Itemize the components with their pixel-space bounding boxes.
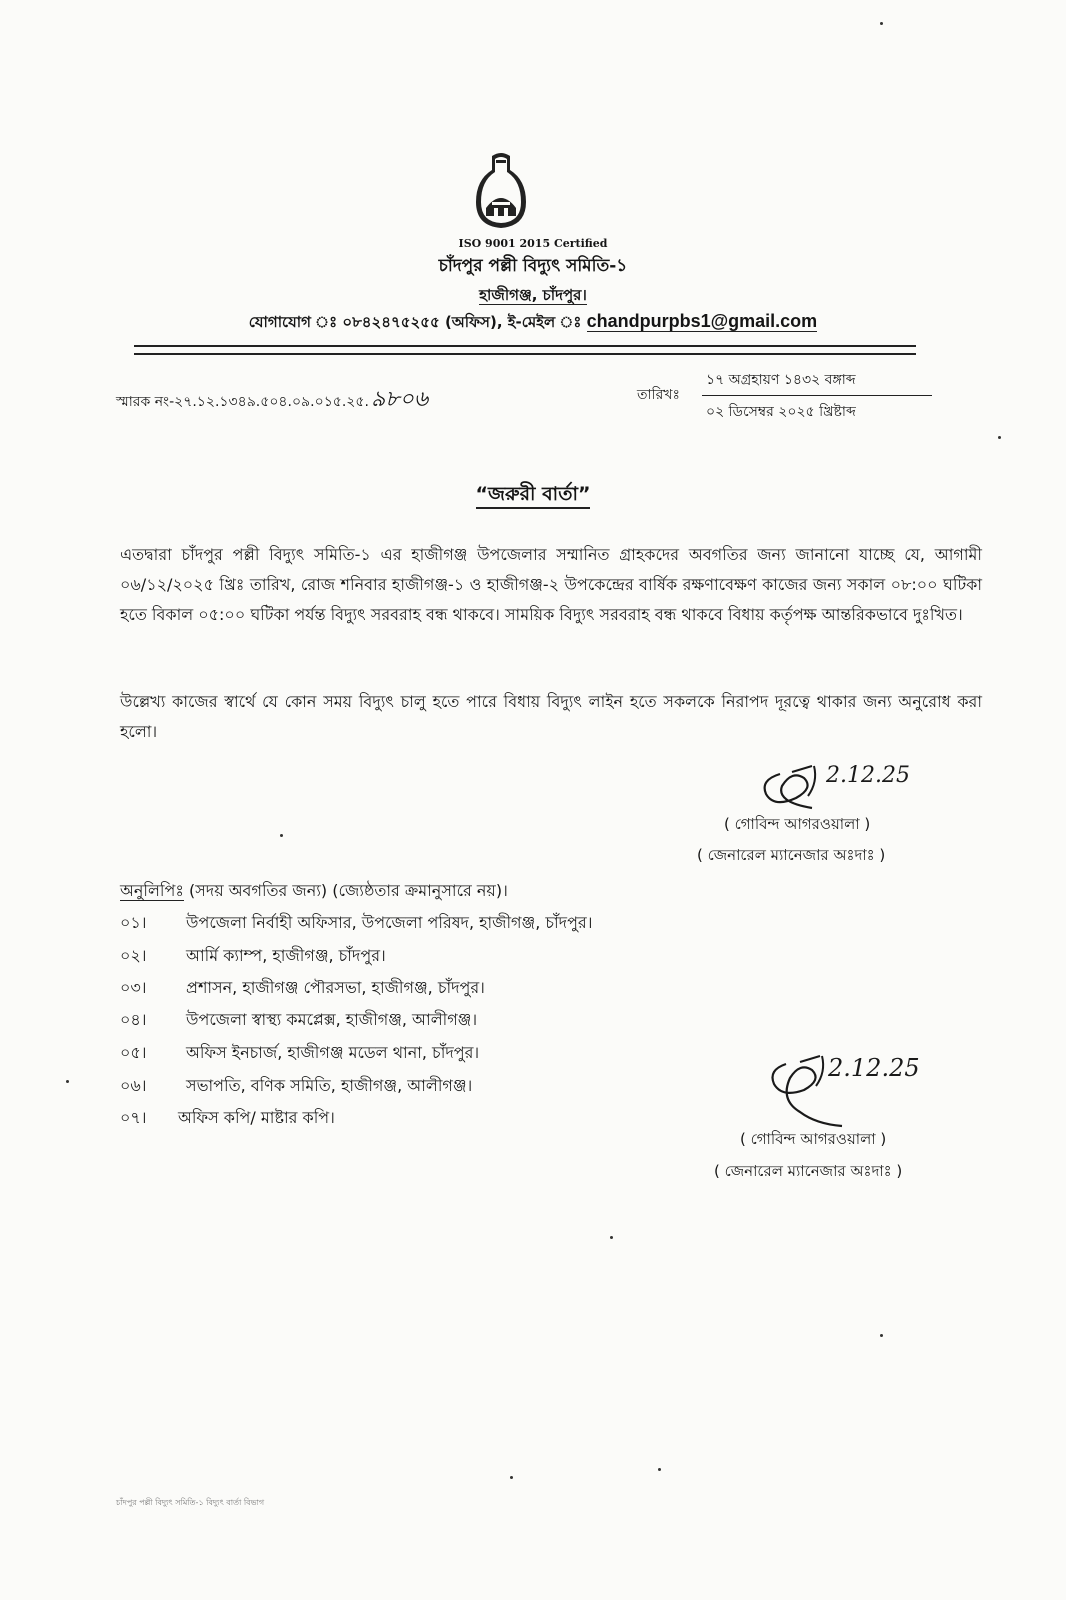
scan-speck (280, 834, 283, 837)
copy-item (120, 1040, 479, 1067)
date-bangla: ১৭ অগ্রহায়ণ ১৪৩২ বঙ্গাব্দ (702, 368, 932, 396)
copy-item-number: ০৩। (120, 978, 147, 997)
contact-line (0, 311, 1066, 336)
memo-number (116, 382, 428, 419)
copy-item (120, 1105, 335, 1132)
pbs-bulb-emblem-icon (472, 150, 530, 232)
copy-item (120, 975, 485, 1002)
copy-item (120, 1007, 477, 1034)
signatory-name-2: ( গোবিন্দ আগরওয়ালা ) (740, 1130, 887, 1148)
scan-speck (880, 22, 883, 25)
copy-item-text: উপজেলা নির্বাহী অফিসার, উপজেলা পরিষদ, হাজীগঞ্জ, চাঁদপুর। (186, 913, 593, 932)
date-label: তারিখঃ (637, 387, 680, 403)
date-block (702, 368, 932, 424)
copy-item-text: অফিস ইনচার্জ, হাজীগঞ্জ মডেল থানা, চাঁদপুর। (186, 1043, 480, 1062)
copies-heading-rest: (সদয় অবগতির জন্য) (জ্যেষ্ঠতার ক্রমানুসারে নয়)। (183, 881, 508, 900)
iso-certification: ISO 9001 2015 Certified (458, 237, 608, 250)
scan-speck (880, 1334, 883, 1337)
date-gregorian: ০২ ডিসেম্বর ২০২৫ খ্রিষ্টাব্দ (706, 404, 856, 420)
copy-item-text: সভাপতি, বণিক সমিতি, হাজীগঞ্জ, আলীগঞ্জ। (186, 1076, 473, 1095)
signatory-designation-2: ( জেনারেল ম্যানেজার অঃদাঃ ) (714, 1162, 903, 1180)
memo-handwritten-number: ৯৮০৬ (370, 387, 429, 412)
copies-heading-label: অনুলিপিঃ (120, 881, 184, 900)
copy-item-number: ০৭। (120, 1108, 147, 1127)
copy-item (120, 943, 386, 970)
scan-speck (66, 1080, 69, 1083)
body-paragraph-2: উল্লেখ্য কাজের স্বার্থে যে কোন সময় বিদ্যুৎ চালু হতে পারে বিধায় বিদ্যুৎ লাইন হতে সকলকে নিরাপদ দূরত্বে থাকার জন্য অনুরোধ করা হলো। (120, 692, 982, 741)
signatory-name-1: ( গোবিন্দ আগরওয়ালা ) (724, 815, 871, 833)
contact-phone: যোগাযোগ ঃ ০৮৪২৪৭৫২৫৫ (অফিস), ই-মেইল ঃ (248, 313, 587, 331)
signature-1 (752, 752, 922, 814)
organization-address (0, 284, 1066, 309)
memo-prefix: স্মারক নং-২৭.১২.১৩৪৯.৫০৪.০৯.০১৫.২৫. (116, 394, 369, 410)
signatory-designation-1: ( জেনারেল ম্যানেজার অঃদাঃ ) (697, 846, 886, 864)
organization-name: চাঁদপুর পল্লী বিদ্যুৎ সমিতি-১ (438, 256, 628, 276)
contact-email[interactable]: chandpurpbs1@gmail.com (586, 311, 818, 331)
svg-text:2.12.25: 2.12.25 (828, 1054, 920, 1082)
scan-speck (610, 1236, 613, 1239)
copy-item (120, 1073, 472, 1100)
copy-item (120, 910, 592, 937)
scan-speck (510, 1476, 513, 1479)
copy-item-number: ০৫। (120, 1043, 147, 1062)
body-paragraph-1: এতদ্বারা চাঁদপুর পল্লী বিদ্যুৎ সমিতি-১ এর হাজীগঞ্জ উপজেলার সম্মানিত গ্রাহকদের অবগতির জন্য জানানো যাচ্ছে যে, আগামী ০৬/১২/২০২৫ খ্রিঃ তারিখ, রোজ শনিবার হাজীগঞ্জ-১ ও হাজীগঞ্জ-২ উপকেন্দ্রের বার্ষিক রক্ষণাবেক্ষণ কাজের জন্য সকাল ০৮:০০ ঘটিকা হতে বিকাল ০৫:০০ ঘটিকা পর্যন্ত বিদ্যুৎ সরবরাহ বন্ধ থাকবে। সাময়িক বিদ্যুৎ সরবরাহ বন্ধ থাকবে বিধায় কর্তৃপক্ষ আন্তরিকভাবে দুঃখিত। (120, 545, 982, 624)
copy-item-text: উপজেলা স্বাস্থ্য কমপ্লেক্স, হাজীগঞ্জ, আলীগঞ্জ। (186, 1010, 478, 1029)
copy-item-number: ০১। (120, 913, 147, 932)
scan-speck (998, 436, 1001, 439)
copy-item-number: ০২। (120, 946, 147, 965)
copy-item-number: ০৬। (120, 1076, 147, 1095)
scan-speck (658, 1468, 661, 1471)
copy-item-text: অফিস কপি/ মাষ্টার কপি। (178, 1108, 335, 1127)
signature-2 (760, 1040, 940, 1130)
svg-text:2.12.25: 2.12.25 (826, 763, 910, 788)
copy-item-text: আর্মি ক্যাম্প, হাজীগঞ্জ, চাঁদপুর। (186, 946, 386, 965)
copy-item-text: প্রশাসন, হাজীগঞ্জ পৌরসভা, হাজীগঞ্জ, চাঁদপুর। (186, 978, 485, 997)
notice-heading (0, 480, 1066, 512)
address-text: হাজীগঞ্জ, চাঁদপুর। (479, 286, 587, 304)
copies-heading (120, 878, 508, 905)
copy-item-number: ০৪। (120, 1010, 147, 1029)
letterhead-logo (472, 150, 530, 232)
notice-heading-text: “জরুরী বার্তা” (476, 483, 591, 509)
footer-note: চাঁদপুর পল্লী বিদ্যুৎ সমিতি-১ বিদ্যুৎ বার্তা বিভাগ (116, 1498, 265, 1507)
header-divider (134, 345, 916, 355)
